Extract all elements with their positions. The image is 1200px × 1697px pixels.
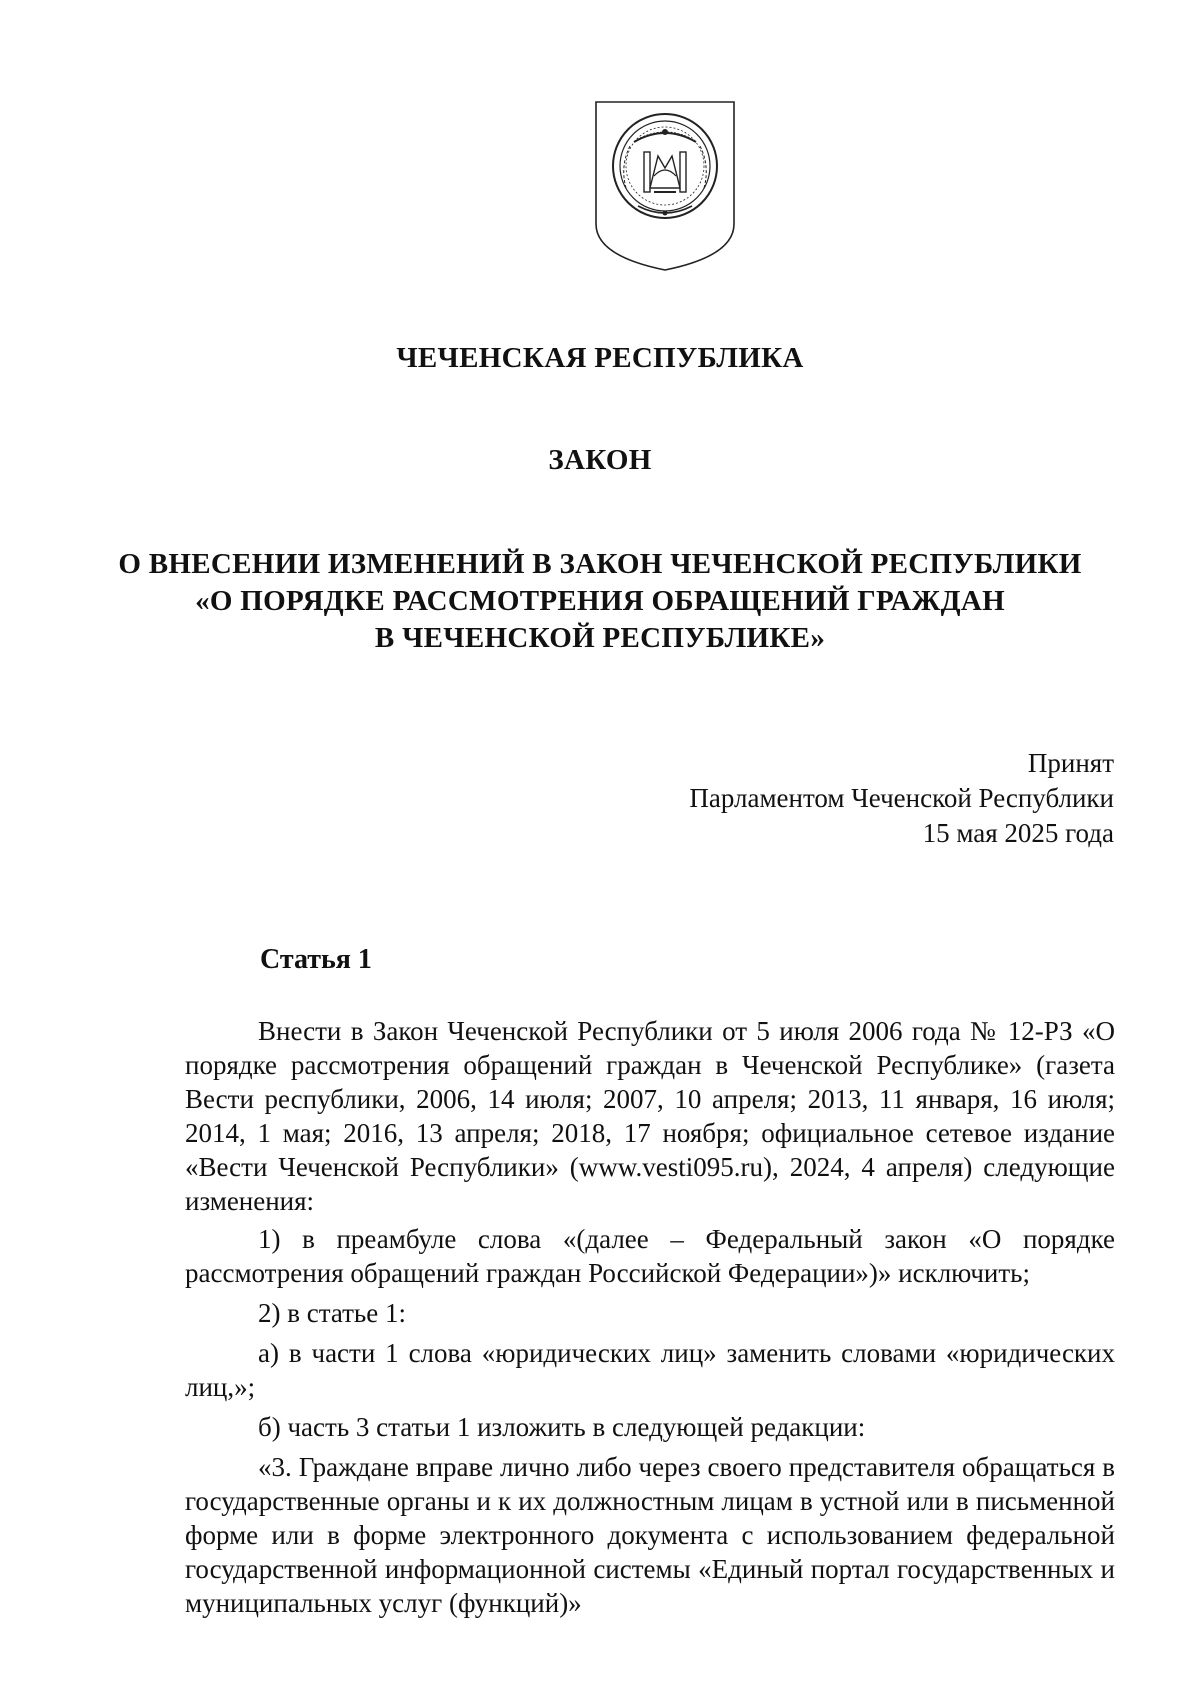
- republic-name: ЧЕЧЕНСКАЯ РЕСПУБЛИКА: [396, 342, 804, 374]
- adoption-body: Парламентом Чеченской Республики: [689, 783, 1114, 813]
- law-title-line: «О ПОРЯДКЕ РАССМОТРЕНИЯ ОБРАЩЕНИЙ ГРАЖДАН: [195, 585, 1005, 617]
- article-item: 2) в статье 1:: [258, 1298, 406, 1328]
- chechen-republic-coat-of-arms-icon: [590, 96, 740, 274]
- article-item: 1) в преамбуле слова «(далее – Федеральный закон «О порядке рассмотрения обращений граждан Российской Федерации»)» исключить;: [185, 1224, 1115, 1288]
- article-item: «3. Граждане вправе лично либо через своего представителя обращаться в государственные органы и к их должностным лицам в устной или в письменной форме или в форме электронного документа с использованием федеральной государственной информационной системы «Единый портал государственных и муниципальных услуг (функций)»: [185, 1452, 1115, 1618]
- article-intro: Внести в Закон Чеченской Республики от 5 июля 2006 года № 12-РЗ «О порядке рассмотрения обращений граждан в Чеченской Республике» (газета Вести республики, 2006, 14 июля; 2007, 10 апреля; 2013, 11 января, 16 июля; 2014, 1 мая; 2016, 13 апреля; 2018, 17 ноября; официальное сетевое издание «Вести Чеченской Республики» (www.vesti095.ru), 2024, 4 апреля) следующие изменения:: [185, 1016, 1115, 1216]
- adoption-label: Принят: [1027, 748, 1114, 778]
- law-title-line: В ЧЕЧЕНСКОЙ РЕСПУБЛИКЕ»: [374, 622, 826, 654]
- article-item: а) в части 1 слова «юридических лиц» заменить словами «юридических лиц,»;: [185, 1338, 1115, 1402]
- law-title: [0, 546, 1200, 657]
- article-title: Статья 1: [260, 944, 372, 975]
- law-title-line: О ВНЕСЕНИИ ИЗМЕНЕНИЙ В ЗАКОН ЧЕЧЕНСКОЙ РЕСПУБЛИКИ: [118, 548, 1082, 580]
- adoption-date: 15 мая 2025 года: [922, 818, 1114, 848]
- document-type: ЗАКОН: [548, 444, 652, 476]
- article-body: [185, 1014, 1115, 1626]
- article-item: б) часть 3 статьи 1 изложить в следующей редакции:: [258, 1412, 866, 1442]
- adoption-block: [514, 746, 1114, 851]
